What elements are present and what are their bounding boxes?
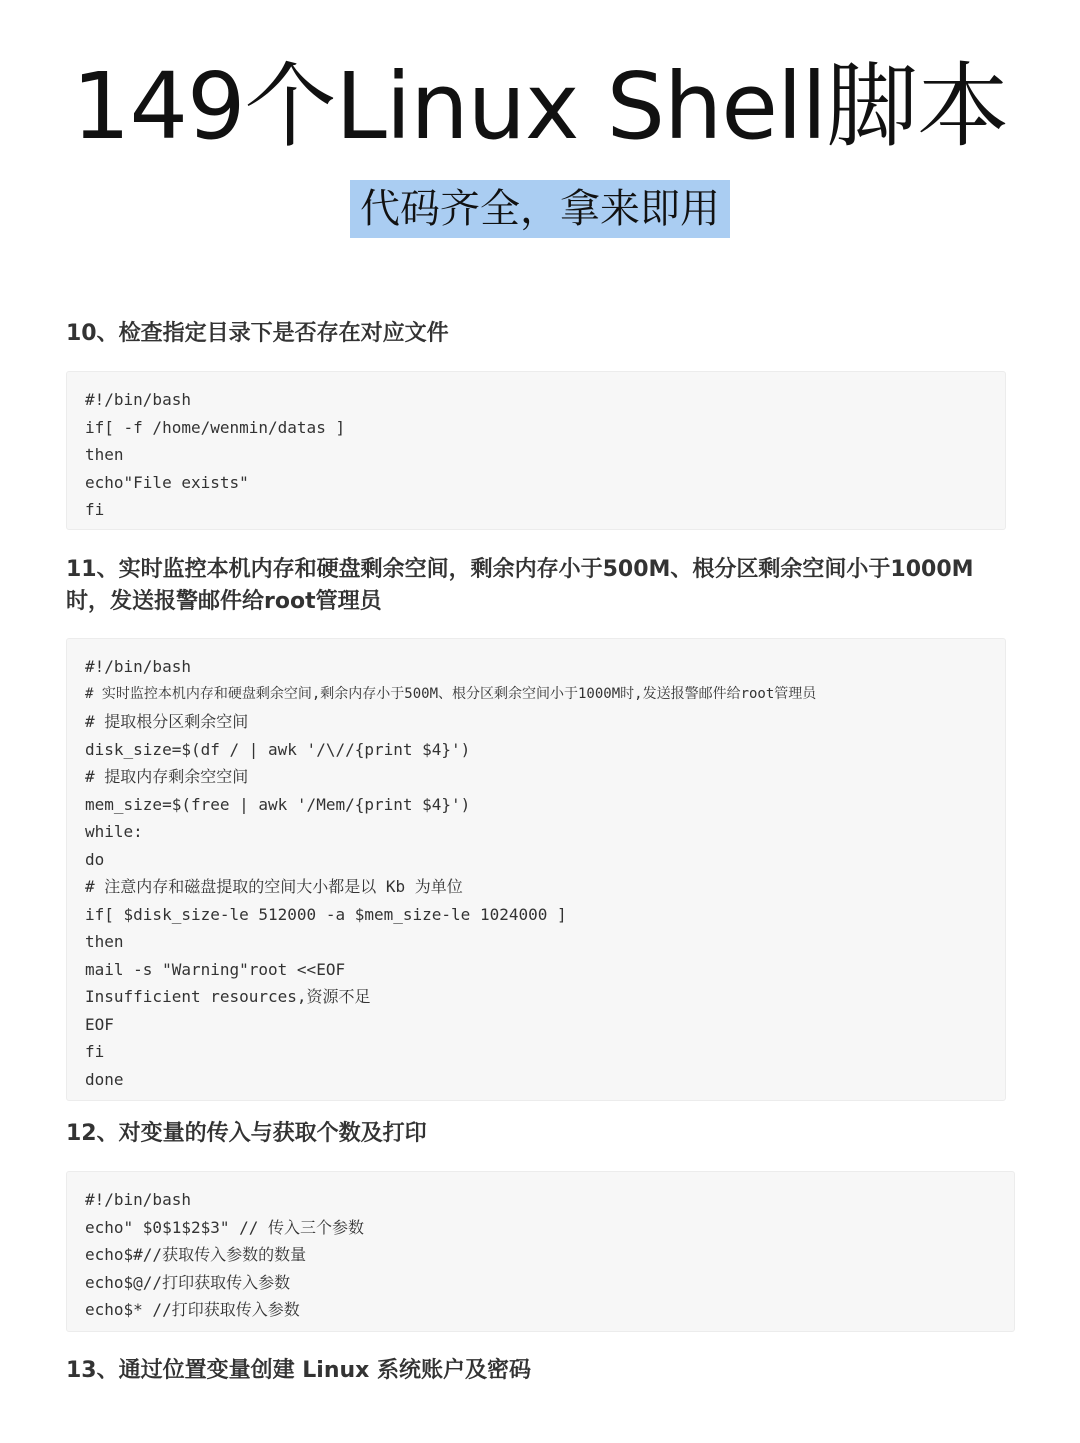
- code-line: done: [85, 1069, 124, 1089]
- code-line: #!/bin/bash: [85, 657, 191, 676]
- section-11-code-block: [66, 638, 1006, 1101]
- code-line: Insufficient resources,资源不足: [85, 987, 371, 1006]
- subtitle-container: [0, 180, 1080, 238]
- section-12-code-block: [66, 1171, 1015, 1332]
- code-line: then: [85, 445, 124, 464]
- code-line: if[ -f /home/wenmin/datas ]: [85, 417, 346, 437]
- code-line: echo$* //打印获取传入参数: [85, 1300, 300, 1319]
- code-line: if[ $disk_size-le 512000 -a $mem_size-le 1024000 ]: [85, 904, 567, 924]
- code-line: mem_size=$(free | awk '/Mem/{print $4}'): [85, 794, 471, 814]
- code-line: echo" $0$1$2$3" // 传入三个参数: [85, 1217, 365, 1237]
- section-11-heading: [66, 554, 1006, 618]
- code-line: # 提取内存剩余空空间: [85, 767, 249, 786]
- section-10-code-block: [66, 371, 1006, 530]
- code-line: #!/bin/bash: [85, 390, 191, 409]
- page-subtitle: 代码齐全，拿来即用: [350, 180, 730, 238]
- code-line: do: [85, 849, 105, 869]
- code-line: disk_size=$(df / | awk '/\//{print $4}'): [85, 739, 471, 759]
- code-line: while:: [85, 822, 143, 841]
- code-line: echo$@//打印获取传入参数: [85, 1272, 291, 1292]
- code-line: # 实时监控本机内存和硬盘剩余空间,剩余内存小于500M、根分区剩余空间小于1000M时,发送报警邮件给root管理员: [85, 685, 817, 702]
- code-line: fi: [85, 500, 105, 519]
- code-line: # 注意内存和磁盘提取的空间大小都是以 Kb 为单位: [85, 877, 463, 896]
- section-10-heading: 10、检查指定目录下是否存在对应文件: [66, 321, 449, 346]
- section-12-heading: 12、对变量的传入与获取个数及打印: [66, 1121, 427, 1146]
- section-11-heading-line-2: 时，发送报警邮件给root管理员: [66, 589, 382, 614]
- code-line: fi: [85, 1042, 105, 1061]
- code-line: EOF: [85, 1014, 114, 1034]
- section-13-heading: 13、通过位置变量创建 Linux 系统账户及密码: [66, 1358, 532, 1383]
- code-line: echo$#//获取传入参数的数量: [85, 1245, 307, 1264]
- code-line: mail -s "Warning"root <<EOF: [85, 959, 346, 979]
- section-11-heading-line-1: 11、实时监控本机内存和硬盘剩余空间，剩余内存小于500M、根分区剩余空间小于1000M: [66, 557, 974, 582]
- code-line: #!/bin/bash: [85, 1190, 191, 1209]
- code-line: echo"File exists": [85, 472, 249, 492]
- page-title: 149个Linux Shell脚本: [71, 53, 1009, 160]
- code-line: # 提取根分区剩余空间: [85, 712, 249, 731]
- code-line: then: [85, 932, 124, 951]
